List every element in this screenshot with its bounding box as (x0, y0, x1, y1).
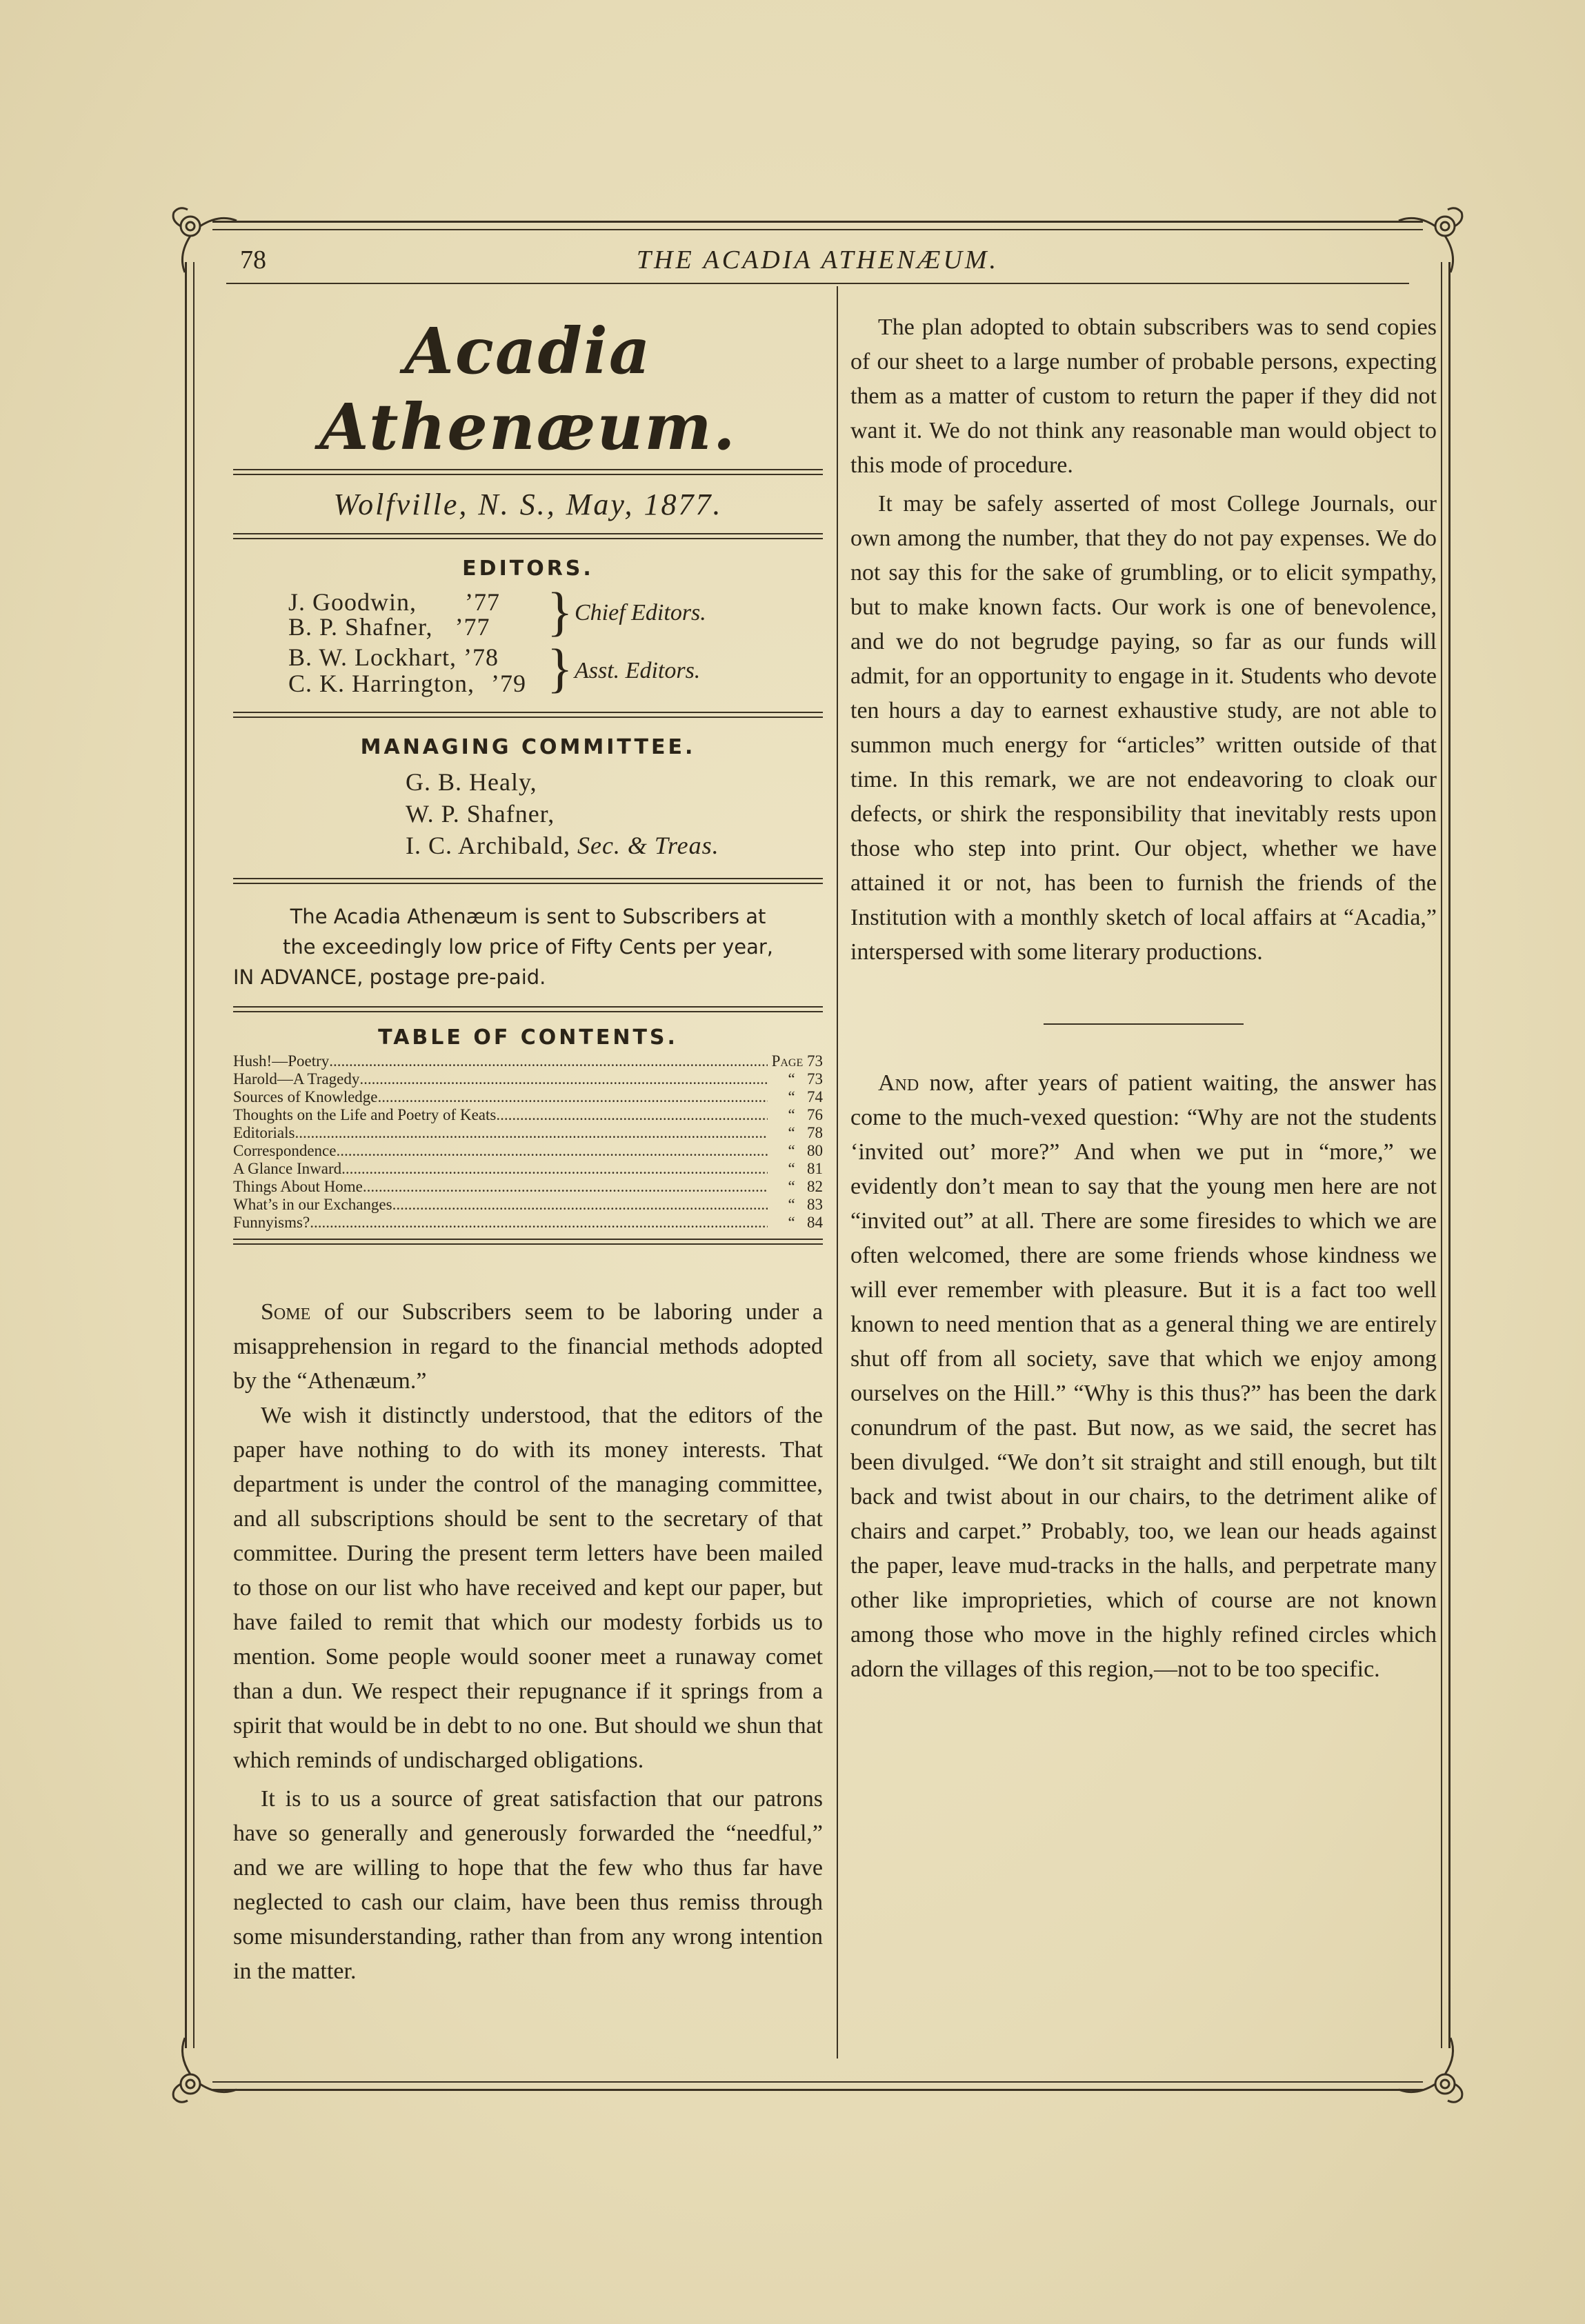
border-rule (193, 262, 195, 2048)
toc-entry: Correspondence ..... “ 80 (233, 1142, 823, 1160)
border-rule (212, 2081, 1423, 2083)
chief-editors-role: Chief Editors. (575, 600, 706, 625)
running-title: THE ACADIA ATHENÆUM. (636, 246, 999, 274)
rule (233, 878, 823, 883)
editors-heading: EDITORS. (462, 557, 594, 581)
committee-member: I. C. Archibald, Sec. & Treas. (406, 832, 719, 859)
toc-entry: Things About Home ..... “ 82 (233, 1178, 823, 1196)
border-rule (1441, 262, 1442, 2048)
corner-ornament-icon (1395, 2034, 1471, 2110)
rule (233, 1006, 823, 1012)
rule (233, 1239, 823, 1244)
committee-role: Sec. & Treas. (577, 832, 719, 859)
editors-list (233, 581, 823, 698)
toc-entry: Editorials ..... “ 78 (233, 1124, 823, 1142)
committee-heading: MANAGING COMMITTEE. (360, 735, 696, 759)
border-rule (212, 221, 1423, 223)
toc-entry: Harold—A Tragedy ..... “ 73 (233, 1070, 823, 1088)
corner-ornament-icon (164, 200, 240, 276)
rule (233, 469, 823, 474)
toc-heading: TABLE OF CONTENTS. (378, 1025, 678, 1050)
border-rule (212, 229, 1423, 230)
header-rule (226, 283, 1409, 284)
corner-ornament-icon (164, 2034, 240, 2110)
toc-entry: Funnyisms? ..... “ 84 (233, 1214, 823, 1232)
right-column (850, 310, 1437, 1687)
left-column (233, 310, 823, 1989)
page-frame (171, 207, 1464, 2103)
committee-member: W. P. Shafner, (406, 800, 555, 828)
editor-entry: J. Goodwin, ’77 (288, 588, 501, 616)
rule (233, 712, 823, 717)
brace-icon: } (547, 638, 573, 698)
column-divider (837, 286, 838, 2058)
article-paragraph: And now, after years of patient waiting, the answer has come to the much-vexed question: “Why are not the students ‘invited out’ more?” And when we put in “more,” we evidently don’t mean to say that the young men here are not “invited out” at all. There are some firesides to which we are often welcomed, there are some friends whose kindness we will ever remember with pleasure. But it is a fact too well known to need mention that as a general thing we are entirely shut off from all society, save that which we enjoy among ourselves on the Hill.” “Why is this thus?” has been the dark conundrum of the past. But now, as we said, the secret has been divulged. “We don’t sit straight and still enough, but tilt back and twist about in our chairs, to the detriment alike of chairs and carpet.” Probably, too, we lean our heads against the paper, leave mud-tracks in the halls, and perpetrate many other like improprieties, which of course are not known among those who move in the highly refined circles which adorn the villages of this region,—not to be too specific. (850, 1070, 1437, 1682)
article-paragraph: It may be safely asserted of most College Journals, our own among the number, that they do not pay expenses. We do not say this for the sake of grumbling, or to elicit sympathy, but to make known facts. Our work is one of benevolence, and we do not begrudge paying, so far as our funds will admit, for an opportunity to engage in it. Students who devote ten hours a day to earnest exhaustive study, are not able to summon much energy for “articles” written outside of that time. In this remark, we are not endeavoring to cloak our defects, or shirk the responsibility that inevitably rests upon those who step into print. Our object, whether we have attained it or not, has been to furnish the friends of the Institution with a monthly sketch of local affairs at “Acadia,” interspersed with some literary productions. (850, 491, 1437, 965)
committee-list (233, 766, 823, 861)
border-rule (1448, 262, 1451, 2048)
article-paragraph: The plan adopted to obtain subscribers was to send copies of our sheet to a large number of probable persons, expecting them as a matter of custom to return the paper if they did not want it. We do not think any reasonable man would object to this mode of procedure. (850, 314, 1437, 478)
editor-entry: B. W. Lockhart, ’78 (288, 643, 499, 671)
article-paragraph: We wish it distinctly understood, that the editors of the paper have nothing to do with its money interests. That department is under the control of the managing committee, and all subscriptions should be sent to the secretary of that committee. During the present term letters have been mailed to those on our list who have received and kept our paper, but have failed to remit that which our modesty forbids us to mention. Some people would sooner meet a runaway comet than a dun. We respect their repugnance if it springs from a spirit that would be in debt to no one. But should we shun that which reminds of undischarged obligations. (233, 1403, 823, 1773)
committee-member: G. B. Healy, (406, 768, 537, 796)
masthead-title: Acadia Athenæum. (319, 314, 737, 464)
editor-entry: C. K. Harrington, ’79 (288, 670, 526, 697)
dateline: Wolfville, N. S., May, 1877. (333, 488, 723, 521)
border-rule (185, 262, 187, 2048)
brace-icon: } (547, 581, 573, 641)
article-paragraph: Some of our Subscribers seem to be laboring under a misapprehension in regard to the financial methods adopted by the “Athenæum.” (233, 1299, 823, 1394)
subscription-notice: The Acadia Athenæum is sent to Subscribers at the exceedingly low price of Fifty Cents per year, IN ADVANCE, postage pre-paid. (233, 905, 773, 989)
toc-entry: What’s in our Exchanges ..... “ 83 (233, 1196, 823, 1214)
toc-entry: A Glance Inward ..... “ 81 (233, 1160, 823, 1178)
editor-entry: B. P. Shafner, ’77 (288, 613, 490, 641)
page-header (240, 245, 1395, 279)
toc-entry: Thoughts on the Life and Poetry of Keats ..... “ 76 (233, 1106, 823, 1124)
page-number: 78 (240, 246, 266, 274)
toc-entry: Sources of Knowledge ..... “ 74 (233, 1088, 823, 1106)
corner-ornament-icon (1395, 200, 1471, 276)
article-paragraph: It is to us a source of great satisfaction that our patrons have so generally and generously forwarded the “needful,” and we are willing to hope that the few who thus far have neglected to cash our claim, have been thus remiss through some misunderstanding, rather than from any wrong intention in the matter. (233, 1786, 823, 1984)
toc-entry: Hush!—Poetry ..... Page 73 (233, 1052, 823, 1070)
asst-editors-role: Asst. Editors. (575, 658, 701, 683)
border-rule (212, 2089, 1423, 2091)
rule (233, 533, 823, 539)
table-of-contents (233, 1052, 823, 1232)
